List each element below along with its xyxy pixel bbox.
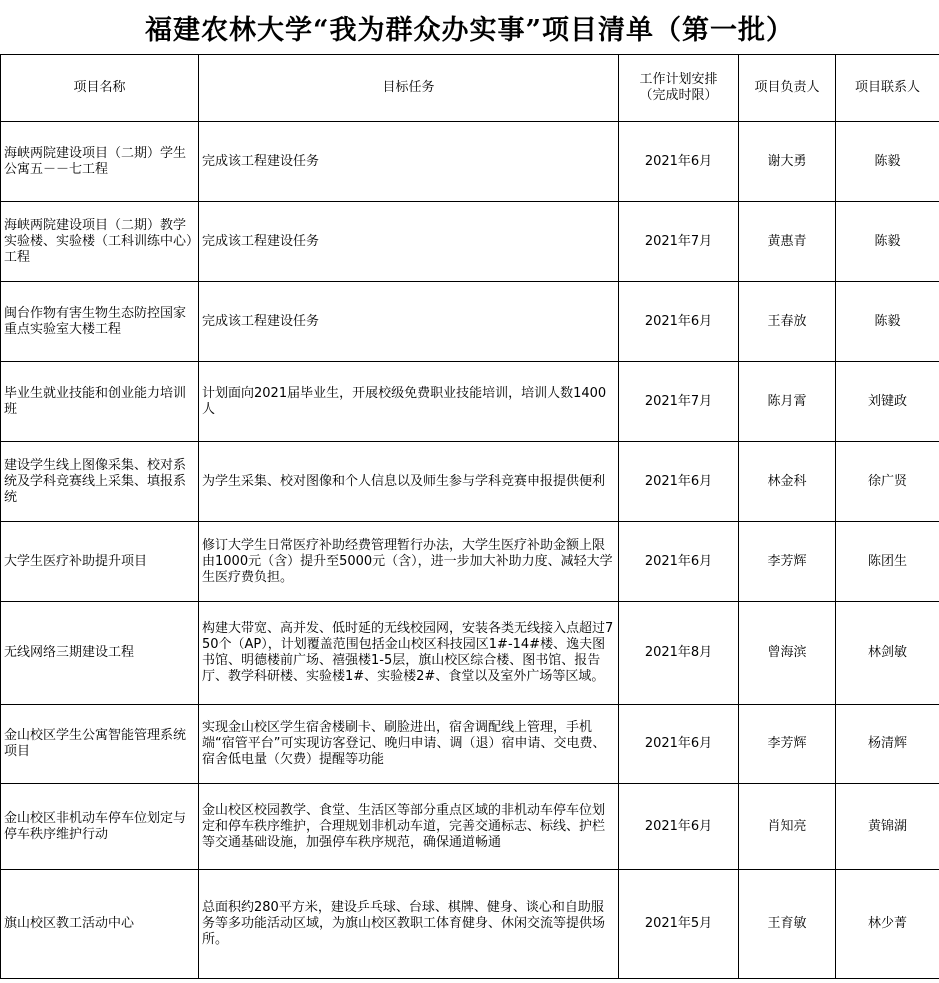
target-task-cell: 实现金山校区学生宿舍楼刷卡、刷脸进出，宿舍调配线上管理，手机端“宿管平台”可实现访客登记、晚归申请、调（退）宿申请、交电费、宿舍低电量（欠费）提醒等功能 [199, 705, 619, 784]
contact-cell: 刘键政 [836, 362, 939, 442]
project-name-cell: 旗山校区教工活动中心 [1, 870, 199, 979]
header-contact: 项目联系人 [836, 55, 939, 122]
project-name-cell: 金山校区学生公寓智能管理系统项目 [1, 705, 199, 784]
header-target-task: 目标任务 [199, 55, 619, 122]
owner-cell: 李芳辉 [739, 705, 836, 784]
deadline-cell: 2021年7月 [619, 202, 739, 282]
deadline-cell: 2021年6月 [619, 522, 739, 602]
deadline-cell: 2021年6月 [619, 442, 739, 522]
owner-cell: 王春放 [739, 282, 836, 362]
deadline-cell: 2021年6月 [619, 282, 739, 362]
target-task-cell: 构建大带宽、高并发、低时延的无线校园网，安装各类无线接入点超过750个（AP），计划覆盖范围包括金山校区科技园区1#-14#楼、逸夫图书馆、明德楼前广场、禧强楼1-5层，旗山校区综合楼、图书馆、报告厅、教学科研楼、实验楼1#、实验楼2#、食堂以及室外广场等区域。 [199, 602, 619, 705]
project-name-cell: 无线网络三期建设工程 [1, 602, 199, 705]
contact-cell: 陈毅 [836, 202, 939, 282]
deadline-cell: 2021年7月 [619, 362, 739, 442]
table-row [1, 705, 939, 784]
target-task-cell: 计划面向2021届毕业生，开展校级免费职业技能培训，培训人数1400人 [199, 362, 619, 442]
table-row [1, 122, 939, 202]
owner-cell: 王育敏 [739, 870, 836, 979]
header-project-name: 项目名称 [1, 55, 199, 122]
project-name-cell: 金山校区非机动车停车位划定与停车秩序维护行动 [1, 784, 199, 870]
target-task-cell: 完成该工程建设任务 [199, 202, 619, 282]
project-name-cell: 海峡两院建设项目（二期）学生公寓五－－七工程 [1, 122, 199, 202]
target-task-cell: 完成该工程建设任务 [199, 122, 619, 202]
target-task-cell: 总面积约280平方米，建设乒乓球、台球、棋牌、健身、谈心和自助服务等多功能活动区域，为旗山校区教职工体育健身、休闲交流等提供场所。 [199, 870, 619, 979]
header-owner: 项目负责人 [739, 55, 836, 122]
deadline-cell: 2021年6月 [619, 705, 739, 784]
target-task-cell: 完成该工程建设任务 [199, 282, 619, 362]
target-task-cell: 修订大学生日常医疗补助经费管理暂行办法，大学生医疗补助金额上限由1000元（含）提升至5000元（含），进一步加大补助力度、减轻大学生医疗费负担。 [199, 522, 619, 602]
deadline-cell: 2021年6月 [619, 784, 739, 870]
table-row [1, 522, 939, 602]
deadline-cell: 2021年5月 [619, 870, 739, 979]
target-task-cell: 金山校区校园教学、食堂、生活区等部分重点区域的非机动车停车位划定和停车秩序维护，合理规划非机动车道，完善交通标志、标线、护栏等交通基础设施，加强停车秩序规范，确保通道畅通 [199, 784, 619, 870]
header-schedule-line2: （完成时限） [639, 88, 718, 103]
owner-cell: 黄惠青 [739, 202, 836, 282]
owner-cell: 肖知亮 [739, 784, 836, 870]
project-name-cell: 闽台作物有害生物生态防控国家重点实验室大楼工程 [1, 282, 199, 362]
owner-cell: 李芳辉 [739, 522, 836, 602]
owner-cell: 曾海滨 [739, 602, 836, 705]
table-header-row [1, 55, 939, 122]
table-row [1, 602, 939, 705]
table-row [1, 442, 939, 522]
project-name-cell: 海峡两院建设项目（二期）教学实验楼、实验楼（工科训练中心）工程 [1, 202, 199, 282]
owner-cell: 林金科 [739, 442, 836, 522]
table-row [1, 362, 939, 442]
deadline-cell: 2021年6月 [619, 122, 739, 202]
project-table [0, 54, 939, 979]
header-schedule [619, 55, 739, 122]
document-title: 福建农林大学“我为群众办实事”项目清单（第一批） [144, 14, 795, 46]
contact-cell: 徐广贤 [836, 442, 939, 522]
owner-cell: 谢大勇 [739, 122, 836, 202]
table-row [1, 282, 939, 362]
table-row [1, 784, 939, 870]
contact-cell: 陈毅 [836, 122, 939, 202]
owner-cell: 陈月霄 [739, 362, 836, 442]
deadline-cell: 2021年8月 [619, 602, 739, 705]
contact-cell: 杨清辉 [836, 705, 939, 784]
contact-cell: 黄锦湖 [836, 784, 939, 870]
table-row [1, 202, 939, 282]
project-name-cell: 大学生医疗补助提升项目 [1, 522, 199, 602]
table-row [1, 870, 939, 979]
project-name-cell: 建设学生线上图像采集、校对系统及学科竞赛线上采集、填报系统 [1, 442, 199, 522]
contact-cell: 林剑敏 [836, 602, 939, 705]
target-task-cell: 为学生采集、校对图像和个人信息以及师生参与学科竞赛申报提供便利 [199, 442, 619, 522]
contact-cell: 陈团生 [836, 522, 939, 602]
contact-cell: 陈毅 [836, 282, 939, 362]
header-schedule-line1: 工作计划安排 [639, 72, 718, 87]
contact-cell: 林少菁 [836, 870, 939, 979]
project-name-cell: 毕业生就业技能和创业能力培训班 [1, 362, 199, 442]
